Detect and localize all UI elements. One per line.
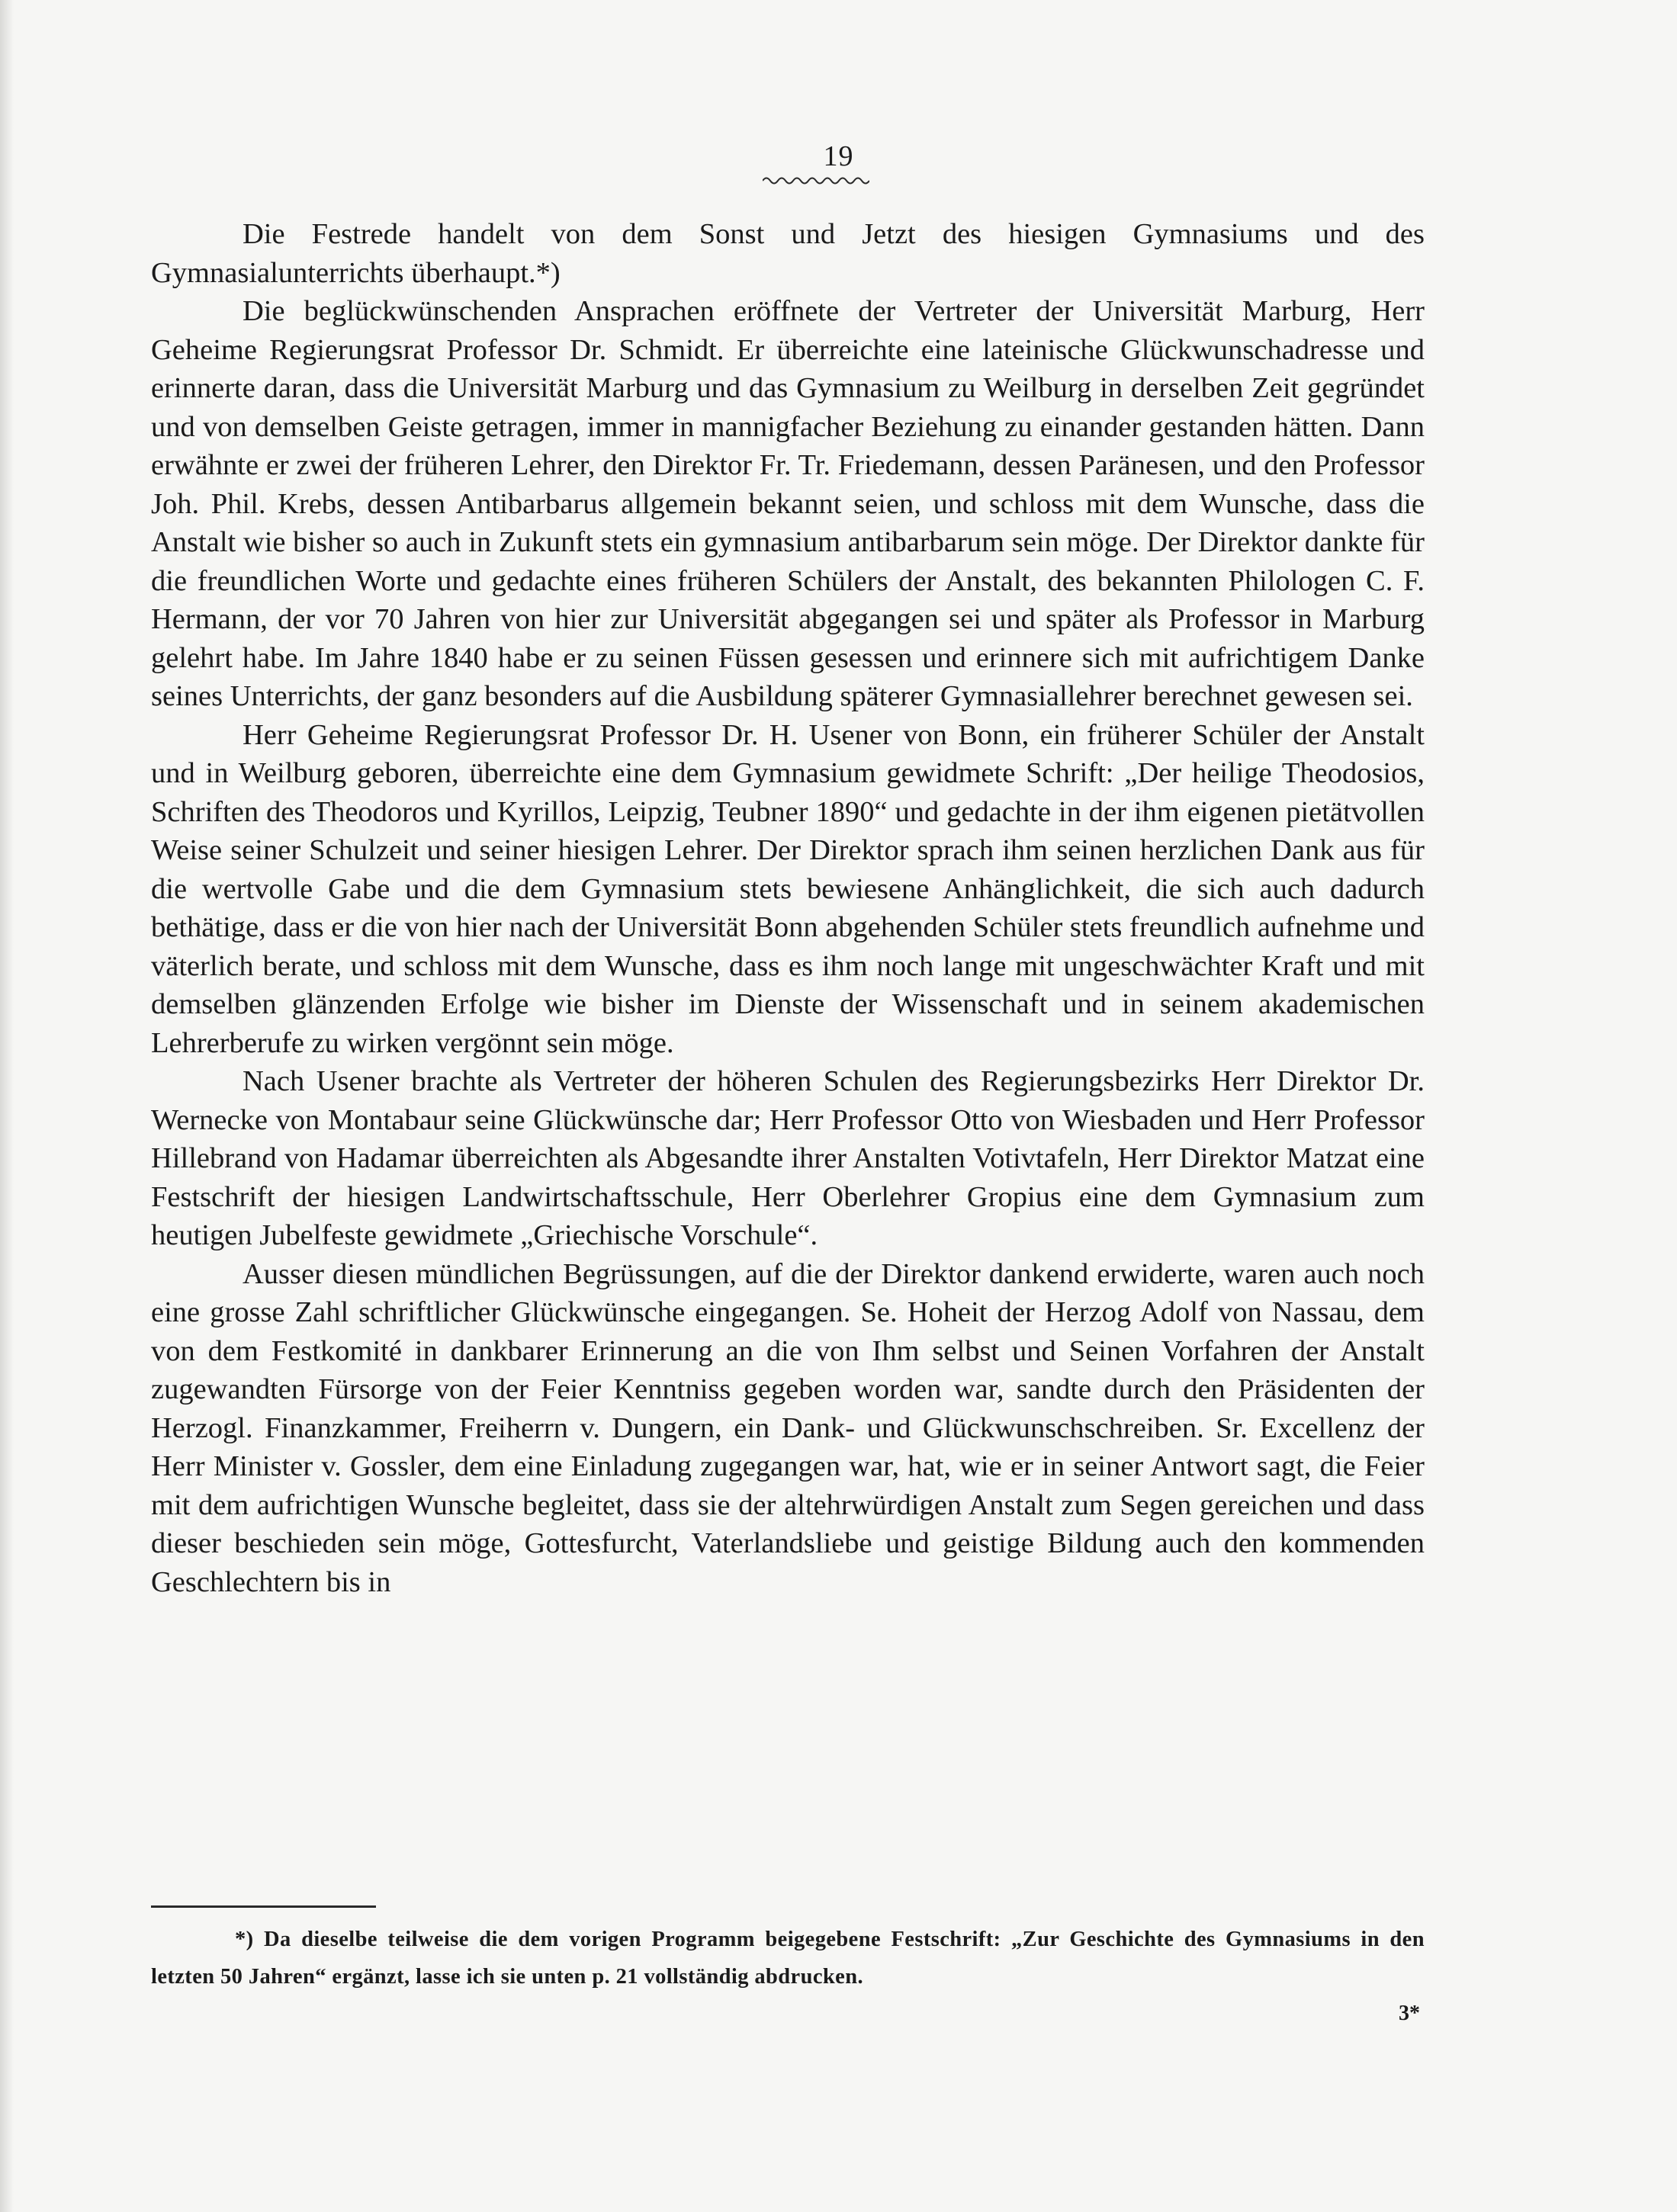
paragraph-begruessungen: Ausser diesen mündlichen Begrüssungen, auf die der Direktor dankend erwiderte, waren auch noch eine grosse Zahl schriftlicher Glückwünsche eingegangen. Se. Hoheit der Herzog Adolf von Nassau, dem von dem Festkomité in dankbarer Erinnerung an die von Ihm selbst und Seinen Vorfahren der Anstalt zugewandten Fürsorge von der Feier Kenntniss gegeben worden war, sandte durch den Präsidenten der Herzogl. Finanzkammer, Freiherrn v. Dungern, ein Dank- und Glückwunschschreiben. Sr. Excellenz der Herr Minister v. Gossler, dem eine Einladung zugegangen war, hat, wie er in seiner Antwort sagt, die Feier mit dem aufrichtigen Wunsche begleitet, dass sie der altehrwürdigen Anstalt zum Segen gereichen und dass dieser beschieden sein möge, Gottesfurcht, Vaterlandsliebe und geistige Bildung auch den kommenden Geschlechtern bis in (151, 1257, 1425, 1598)
body-text (151, 215, 1425, 1601)
footnote: *) Da dieselbe teilweise die dem vorigen Programm beigegebene Festschrift: „Zur Geschichte des Gymnasiums in den letzten 50 Jahren“ ergänzt, lasse ich sie unten p. 21 vollständig abdrucken. (151, 1928, 1425, 1989)
paragraph-festrede: Die Festrede handelt von dem Sonst und Jetzt des hiesigen Gymnasiums und des Gymnasialunterrichts überhaupt.*) (151, 218, 1425, 289)
footnote-divider (151, 1905, 376, 1908)
sheet-signature: 3* (1399, 2002, 1420, 2025)
paragraph-vertreter: Nach Usener brachte als Vertreter der höheren Schulen des Regierungsbezirks Herr Direktor Dr. Wernecke von Montabaur seine Glückwünsche dar; Herr Professor Otto von Wiesbaden und Herr Professor Hillebrand von Hadamar überreichten als Abgesandte ihrer Anstalten Votivtafeln, Herr Direktor Matzat eine Festschrift der hiesigen Landwirtschaftsschule, Herr Oberlehrer Gropius eine dem Gymnasium zum heutigen Jubelfeste gewidmete „Griechische Vorschule“. (151, 1065, 1425, 1251)
page-number-ornament (763, 175, 869, 186)
page-edge-shadow (0, 0, 14, 2212)
paragraph-usener: Herr Geheime Regierungsrat Professor Dr. H. Usener von Bonn, ein früherer Schüler der Anstalt und in Weilburg geboren, überreichte eine dem Gymnasium gewidmete Schrift: „Der heilige Theodosios, Schriften des Theodoros und Kyrillos, Leipzig, Teubner 1890“ und gedachte in der ihm eigenen pietätvollen Weise seiner Schulzeit und seiner hiesigen Lehrer. Der Direktor sprach ihm seinen herzlichen Dank aus für die wertvolle Gabe und die dem Gymnasium stets bewiesene Anhänglichkeit, die sich auch dadurch bethätige, dass er die von hier nach der Universität Bonn abgehenden Schüler stets freundlich aufnehme und väterlich berate, und schloss mit dem Wunsche, dass es ihm noch lange mit ungeschwächter Kraft und mit demselben glänzenden Erfolge wie bisher im Dienste der Wissenschaft und in seinem akademischen Lehrerberufe zu wirken vergönnt sein möge. (151, 718, 1425, 1059)
page-number: 19 (823, 140, 854, 172)
paragraph-ansprachen: Die beglückwünschenden Ansprachen eröffnete der Vertreter der Universität Marburg, Herr Geheime Regierungsrat Professor Dr. Schmidt. Er überreichte eine lateinische Glückwunschadresse und erinnerte daran, dass die Universität Marburg und das Gymnasium zu Weilburg in derselben Zeit gegründet und von demselben Geiste getragen, immer in mannigfacher Beziehung zu einander gestanden hätten. Dann erwähnte er zwei der früheren Lehrer, den Direktor Fr. Tr. Friedemann, dessen Paränesen, und den Professor Joh. Phil. Krebs, dessen Antibarbarus allgemein bekannt seien, und schloss mit dem Wunsche, dass die Anstalt wie bisher so auch in Zukunft stets ein gymnasium antibarbarum sein möge. Der Direktor dankte für die freundlichen Worte und gedachte eines früheren Schülers der Anstalt, des bekannten Philologen C. F. Hermann, der vor 70 Jahren von hier zur Universität abgegangen sei und später als Professor in Marburg gelehrt habe. Im Jahre 1840 habe er zu seinen Füssen gesessen und erinnere sich mit aufrichtigem Danke seines Unterrichts, der ganz besonders auf die Ausbildung späterer Gymnasiallehrer berechnet gewesen sei. (151, 295, 1425, 712)
